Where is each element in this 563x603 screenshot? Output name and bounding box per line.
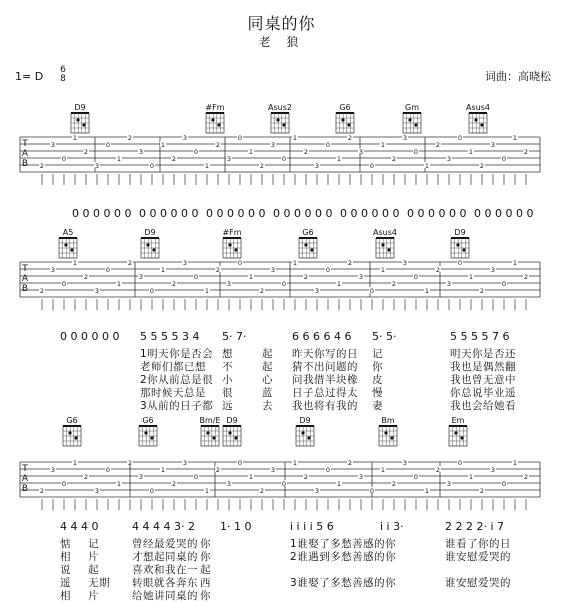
lyric: 1谁娶了多愁善感的你 <box>290 538 397 550</box>
lyric: 喜欢和我在一 <box>132 564 198 576</box>
fret-number: 2 <box>127 134 133 142</box>
fret-number: 3 <box>358 273 364 281</box>
lyric: 昨天你写的日 <box>292 348 358 360</box>
chord-name: Em <box>451 416 465 425</box>
jianpu-bar: 5· 5· <box>372 330 397 343</box>
fret-number: 0 <box>193 148 199 156</box>
lyric: 心 <box>262 374 273 386</box>
lyric: 说 <box>60 564 71 576</box>
chord-name: D9 <box>144 228 156 237</box>
fret-number: 2 <box>259 287 265 295</box>
fret-number: 2 <box>479 487 485 495</box>
lyric: 我也将有我的 <box>292 400 358 412</box>
lyric: 你总说毕业遥 <box>450 387 516 399</box>
chord-dot <box>146 243 149 246</box>
fret-number: 2 <box>83 473 89 481</box>
chord-dot <box>211 118 214 121</box>
fret-number: 3 <box>446 155 452 163</box>
chord-dot <box>76 118 79 121</box>
fret-number: 1 <box>336 480 342 488</box>
tab-label: B <box>21 159 29 169</box>
credits: 词曲：高晓松 <box>485 70 551 83</box>
fret-number: 0 <box>61 280 67 288</box>
lyric: 记 <box>372 348 383 360</box>
fret-number: 3 <box>182 134 188 142</box>
jianpu-bar: 6 6 6 6 4 6 <box>292 330 352 343</box>
chord-dot <box>82 123 85 126</box>
fret-number: 3 <box>314 162 320 170</box>
fret-number: 2 <box>303 473 309 481</box>
chord-dot <box>70 248 73 251</box>
fret-number: 3 <box>226 280 232 288</box>
chord-dot <box>276 118 279 121</box>
fret-number: 3 <box>314 487 320 495</box>
key-signature: 1= D <box>15 70 44 83</box>
lyric: 片 <box>88 590 99 602</box>
lyric: 记 <box>88 538 99 550</box>
fret-number: 3 <box>94 287 100 295</box>
chord-name: Bm <box>381 416 395 425</box>
fret-number: 2 <box>435 466 441 474</box>
chord-dot <box>212 436 215 439</box>
jianpu-bar: 0 0 0 0 0 0 <box>206 207 266 220</box>
fret-number: 1 <box>160 141 166 149</box>
lyric: 2谁遇到多愁善感的你 <box>290 551 397 563</box>
lyric: 遥 <box>60 577 71 589</box>
fret-number: 1 <box>468 473 474 481</box>
chord-dot <box>282 123 285 126</box>
fret-number: 0 <box>281 155 287 163</box>
fret-number: 1 <box>512 134 518 142</box>
fret-number: 2 <box>435 266 441 274</box>
fret-number: 1 <box>160 266 166 274</box>
time-top: 6 <box>60 65 66 75</box>
jianpu-bar: 0 0 0 0 0 0 <box>407 207 467 220</box>
fret-number: 0 <box>501 480 507 488</box>
fret-number: 2 <box>39 287 45 295</box>
fret-number: 3 <box>182 459 188 467</box>
chord-dot <box>150 436 153 439</box>
fret-number: 3 <box>314 287 320 295</box>
fret-number: 1 <box>336 155 342 163</box>
chord-dot <box>384 431 387 434</box>
chord-name: Asus4 <box>373 228 397 237</box>
fret-number: 1 <box>116 280 122 288</box>
fret-number: 0 <box>457 459 463 467</box>
fret-number: 2 <box>83 273 89 281</box>
fret-number: 0 <box>237 459 243 467</box>
chord-name: D9 <box>226 416 238 425</box>
fret-number: 1 <box>424 287 430 295</box>
fret-number: 3 <box>50 141 56 149</box>
fret-number: 0 <box>105 466 111 474</box>
lyric: 那时候天总是 <box>140 387 206 399</box>
fret-number: 0 <box>501 280 507 288</box>
fret-number: 3 <box>490 266 496 274</box>
chord-name: G6 <box>302 228 314 237</box>
lyric: 我也会给她看 <box>450 400 516 412</box>
chord-name: D9 <box>299 416 311 425</box>
chord-dot <box>301 431 304 434</box>
chord-name: #Fm <box>222 228 242 237</box>
fret-number: 2 <box>171 280 177 288</box>
lyric: 日子总过得太 <box>292 387 358 399</box>
fret-number: 1 <box>72 459 78 467</box>
chord-dot <box>414 123 417 126</box>
artist-name: 老 狼 <box>258 35 305 49</box>
tab-label: A <box>21 149 29 159</box>
lyric: 3谁娶了多愁善感的你 <box>290 577 397 589</box>
jianpu-bar: 0 0 0 0 0 0 <box>72 207 132 220</box>
chord-name: G6 <box>66 416 78 425</box>
fret-number: 1 <box>72 259 78 267</box>
fret-number: 3 <box>94 162 100 170</box>
lyric: 蓝 <box>262 387 273 399</box>
lyric: 无期 <box>88 577 110 589</box>
lyric: 起 <box>262 348 273 360</box>
fret-number: 2 <box>215 266 221 274</box>
fret-number: 1 <box>292 459 298 467</box>
chord-dot <box>304 243 307 246</box>
fret-number: 2 <box>391 480 397 488</box>
fret-number: 0 <box>369 487 375 495</box>
jianpu-bar: i i 3· <box>380 520 404 533</box>
fret-number: 3 <box>270 466 276 474</box>
jianpu-bar: 0 0 0 0 0 0 <box>474 207 534 220</box>
lyric: 你 <box>200 590 211 602</box>
fret-number: 3 <box>446 480 452 488</box>
fret-number: 2 <box>347 459 353 467</box>
fret-number: 3 <box>490 466 496 474</box>
fret-number: 0 <box>457 259 463 267</box>
chord-name: G6 <box>339 103 351 112</box>
lyric: 转眼就各奔东 <box>132 577 198 589</box>
chord-dot <box>234 248 237 251</box>
chord-dot <box>68 431 71 434</box>
fret-number: 1 <box>336 280 342 288</box>
fret-number: 0 <box>61 155 67 163</box>
lyric: 片 <box>88 551 99 563</box>
lyric: 明天你是否还 <box>450 348 516 360</box>
fret-number: 2 <box>303 148 309 156</box>
chord-dot <box>74 436 77 439</box>
fret-number: 3 <box>138 473 144 481</box>
tab-label: T <box>22 139 28 149</box>
fret-number: 2 <box>215 141 221 149</box>
lyric: 猜不出问题的 <box>292 361 358 373</box>
jianpu-bar: 0 0 0 0 0 0 <box>60 330 120 343</box>
fret-number: 2 <box>39 162 45 170</box>
fret-number: 2 <box>39 487 45 495</box>
fret-number: 2 <box>391 280 397 288</box>
fret-number: 0 <box>325 141 331 149</box>
lyric: 起 <box>262 361 273 373</box>
lyric: 老师们都已想 <box>140 361 206 373</box>
fret-number: 1 <box>160 466 166 474</box>
chord-dot <box>474 118 477 121</box>
fret-number: 0 <box>413 148 419 156</box>
jianpu-bar: i i i i 5 6 <box>290 520 334 533</box>
fret-number: 0 <box>501 155 507 163</box>
fret-number: 3 <box>490 141 496 149</box>
fret-number: 2 <box>435 141 441 149</box>
fret-number: 0 <box>413 273 419 281</box>
jianpu-bar: 0 0 0 0 0 0 <box>139 207 199 220</box>
lyric: 起 <box>200 564 211 576</box>
fret-number: 0 <box>413 473 419 481</box>
chord-dot <box>387 248 390 251</box>
fret-number: 2 <box>215 466 221 474</box>
fret-number: 1 <box>204 162 210 170</box>
chord-name: D9 <box>74 103 86 112</box>
lyric: 你 <box>372 361 383 373</box>
chord-dot <box>408 118 411 121</box>
lyric: 皮 <box>372 374 383 386</box>
chord-name: G6 <box>142 416 154 425</box>
fret-number: 0 <box>105 266 111 274</box>
tab-label: B <box>21 484 29 494</box>
fret-number: 2 <box>479 287 485 295</box>
chord-name: D9 <box>454 228 466 237</box>
fret-number: 3 <box>226 155 232 163</box>
chord-dot <box>341 118 344 121</box>
lyric: 西 <box>200 577 211 589</box>
lyric: 惦 <box>60 538 71 550</box>
chord-dot <box>228 243 231 246</box>
chord-dot <box>228 431 231 434</box>
lyric: 谁看了你的日 <box>445 538 511 550</box>
chord-dot <box>144 431 147 434</box>
fret-number: 3 <box>446 280 452 288</box>
jianpu-bar: 0 0 0 0 0 0 <box>340 207 400 220</box>
fret-number: 1 <box>468 273 474 281</box>
fret-number: 0 <box>193 473 199 481</box>
fret-number: 0 <box>369 162 375 170</box>
chord-dot <box>460 436 463 439</box>
lyric: 想 <box>222 348 233 360</box>
lyric: 去 <box>262 400 273 412</box>
fret-number: 2 <box>347 134 353 142</box>
tab-label: B <box>21 284 29 294</box>
chord-name: Gm <box>405 103 419 112</box>
lyric: 相 <box>60 551 71 563</box>
lyric: 不 <box>222 361 233 373</box>
fret-number: 2 <box>83 148 89 156</box>
fret-number: 3 <box>270 141 276 149</box>
jianpu-bar: 4 4 4 4 3· 2 <box>132 520 195 533</box>
fret-number: 1 <box>292 259 298 267</box>
fret-number: 0 <box>61 480 67 488</box>
fret-number: 2 <box>171 155 177 163</box>
chord-name: A5 <box>62 228 74 237</box>
lyric: 谁安慰爱哭的 <box>445 551 511 563</box>
fret-number: 0 <box>193 273 199 281</box>
fret-number: 1 <box>248 273 254 281</box>
lyric: 小 <box>222 374 233 386</box>
chord-dot <box>390 436 393 439</box>
fret-number: 0 <box>325 466 331 474</box>
fret-number: 0 <box>237 259 243 267</box>
fret-number: 1 <box>512 459 518 467</box>
fret-number: 2 <box>259 487 265 495</box>
fret-number: 3 <box>358 148 364 156</box>
fret-number: 1 <box>380 266 386 274</box>
song-title: 同桌的你 <box>247 14 316 33</box>
fret-number: 3 <box>50 266 56 274</box>
chord-dot <box>381 243 384 246</box>
lyric: 曾经最爱哭的 <box>132 538 198 550</box>
lyric: 3从前的日子都 <box>140 400 214 412</box>
fret-number: 3 <box>94 487 100 495</box>
fret-number: 3 <box>50 466 56 474</box>
fret-number: 0 <box>149 287 155 295</box>
fret-number: 1 <box>468 148 474 156</box>
chord-dot <box>64 243 67 246</box>
chord-name: Bm/E <box>199 416 221 425</box>
fret-number: 0 <box>237 134 243 142</box>
fret-number: 1 <box>512 259 518 267</box>
fret-number: 3 <box>402 259 408 267</box>
jianpu-bar: 1· 1 0 <box>220 520 252 533</box>
chord-dot <box>454 431 457 434</box>
lyric: 1明天你是否会 <box>140 348 214 360</box>
fret-number: 1 <box>72 134 78 142</box>
tab-label: A <box>21 474 29 484</box>
lyric: 我也曾无意中 <box>450 374 516 386</box>
fret-number: 0 <box>149 162 155 170</box>
chord-name: #Fm <box>205 103 225 112</box>
jianpu-bar: 0 0 0 0 0 0 <box>273 207 333 220</box>
fret-number: 3 <box>358 473 364 481</box>
chord-dot <box>310 248 313 251</box>
fret-number: 1 <box>292 134 298 142</box>
lyric: 谁安慰爱哭的 <box>445 577 511 589</box>
jianpu-bar: 2 2 2 2· i 7 <box>445 520 505 533</box>
fret-number: 2 <box>523 473 529 481</box>
fret-number: 2 <box>347 259 353 267</box>
chord-dot <box>456 243 459 246</box>
fret-number: 0 <box>457 134 463 142</box>
lyric: 你 <box>200 551 211 563</box>
lyric: 我也是偶然翻 <box>450 361 516 373</box>
jianpu-bar: 4 4 4 0 <box>60 520 99 533</box>
chord-name: Asus2 <box>268 103 292 112</box>
lyric: 起 <box>88 564 99 576</box>
fret-number: 1 <box>248 473 254 481</box>
fret-number: 3 <box>182 259 188 267</box>
fret-number: 0 <box>281 280 287 288</box>
fret-number: 3 <box>270 266 276 274</box>
fret-number: 3 <box>402 134 408 142</box>
fret-number: 2 <box>259 162 265 170</box>
fret-number: 2 <box>171 480 177 488</box>
chord-dot <box>152 248 155 251</box>
lyric: 给她讲同桌的 <box>132 590 198 602</box>
time-bottom: 8 <box>60 74 66 84</box>
fret-number: 3 <box>226 480 232 488</box>
chord-dot <box>462 248 465 251</box>
fret-number: 0 <box>149 487 155 495</box>
fret-number: 1 <box>424 487 430 495</box>
jianpu-bar: 5 5 5 5 7 6 <box>450 330 510 343</box>
chord-dot <box>234 436 237 439</box>
lyric: 问我借半块橡 <box>292 374 358 386</box>
lyric: 妻 <box>372 400 383 412</box>
fret-number: 3 <box>138 148 144 156</box>
fret-number: 1 <box>424 162 430 170</box>
tab-label: T <box>22 464 28 474</box>
chord-dot <box>307 436 310 439</box>
jianpu-bar: 5 5 5 5 3 4 <box>140 330 200 343</box>
lyric: 2你从前总是很 <box>140 374 214 386</box>
fret-number: 2 <box>479 162 485 170</box>
lyric: 相 <box>60 590 71 602</box>
lyric: 远 <box>222 400 233 412</box>
fret-number: 0 <box>325 266 331 274</box>
fret-number: 1 <box>204 487 210 495</box>
chord-name: Asus4 <box>466 103 490 112</box>
lyric: 慢 <box>372 387 383 399</box>
lyric: 你 <box>200 538 211 550</box>
fret-number: 2 <box>391 155 397 163</box>
fret-number: 1 <box>380 466 386 474</box>
tab-label: A <box>21 274 29 284</box>
fret-number: 2 <box>523 148 529 156</box>
fret-number: 1 <box>248 148 254 156</box>
tab-label: T <box>22 264 28 274</box>
lyric: 才想起同桌的 <box>132 551 198 563</box>
fret-number: 2 <box>523 273 529 281</box>
chord-dot <box>206 431 209 434</box>
lyric: 很 <box>222 387 233 399</box>
chord-dot <box>217 123 220 126</box>
fret-number: 0 <box>281 480 287 488</box>
chord-dot <box>347 123 350 126</box>
fret-number: 1 <box>380 141 386 149</box>
fret-number: 0 <box>105 141 111 149</box>
fret-number: 3 <box>138 273 144 281</box>
jianpu-bar: 5· 7· <box>222 330 247 343</box>
fret-number: 1 <box>116 480 122 488</box>
fret-number: 0 <box>369 287 375 295</box>
fret-number: 1 <box>116 155 122 163</box>
fret-number: 1 <box>204 287 210 295</box>
fret-number: 2 <box>303 273 309 281</box>
fret-number: 3 <box>402 459 408 467</box>
fret-number: 2 <box>127 259 133 267</box>
fret-number: 2 <box>127 459 133 467</box>
chord-dot <box>480 123 483 126</box>
